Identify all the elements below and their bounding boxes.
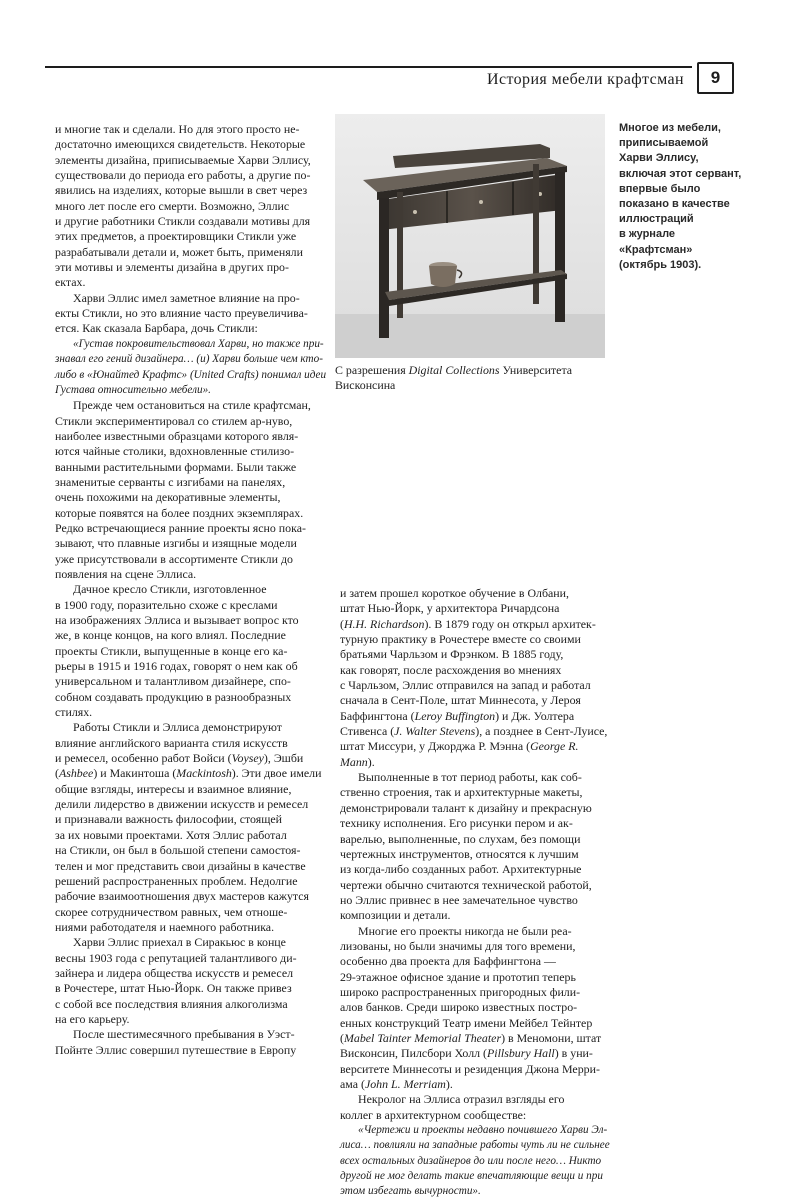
text-line: Редко встречающиеся ранние проекты ясно пока- — [55, 520, 306, 535]
text-line: же, в конце концов, на кого влиял. Последние — [55, 628, 286, 643]
leg-front-left — [379, 198, 389, 338]
text-line: разрабатывали детали и, может быть, применяли — [55, 244, 303, 259]
text-line: технику исполнения. Его рисунки пером и ак- — [340, 816, 573, 831]
text-line: Стивенса (J. Walter Stevens), а позднее в Сент-Луисе, — [340, 724, 608, 739]
text-line: ственно строения, так и архитектурные макеты, — [340, 785, 583, 800]
text-line: Mann). — [340, 754, 375, 769]
text-line: с Чарльзом, Эллис отправился на запад и работал — [340, 678, 591, 693]
caption-line: показано в качестве — [619, 198, 730, 211]
text-line: этих предметов, а проектировщики Стикли уже — [55, 229, 297, 244]
header-rule — [45, 66, 692, 68]
text-line: решений распространенных проблем. Недолгие — [55, 873, 298, 888]
text-line: коллег в архитектурном сообществе: — [340, 1107, 527, 1122]
left-text-column — [55, 122, 327, 1058]
text-line: Работы Стикли и Эллиса демонстрируют — [73, 720, 282, 735]
text-line: (H.H. Richardson). В 1879 году он открыл архитек- — [340, 616, 596, 631]
text-line: енных конструкций Театр имени Мейбел Тейнтер — [340, 1015, 593, 1030]
text-line: и другие работники Стикли создавали мотивы для — [55, 214, 311, 229]
caption-line: «Крафтсман» — [619, 243, 693, 256]
text-line: собном создавать продукцию в разнообразных — [55, 689, 292, 704]
text-line: общие взгляды, интересы и взаимное влияние, — [55, 781, 292, 796]
text-line: Выполненные в тот период работы, как соб- — [358, 770, 582, 785]
quote-line: либо в «Юнайтед Крафтс» (United Crafts) понимал идеи — [55, 368, 327, 381]
page-number-box — [697, 62, 734, 94]
text-line: рабочие взаимоотношения двух мастеров кажутся — [55, 889, 310, 904]
page-number: 9 — [710, 68, 721, 87]
text-line: турную практику в Рочестере вместе со своими — [340, 632, 581, 647]
quote-line: Густава относительно мебели». — [55, 383, 211, 396]
text-line: рьеры в 1915 и 1916 годах, говорят о нем как об — [55, 659, 298, 674]
text-line: телен и мог представить свои дизайны в качестве — [55, 858, 306, 873]
text-line: ама (John L. Merriam). — [340, 1077, 453, 1091]
text-line: но Эллис привнес в нее замечательное чувство — [340, 892, 578, 907]
text-line: делили лидерство в движении искусств и ремесел — [55, 797, 309, 812]
text-line: ется. Как сказала Барбара, дочь Стикли: — [55, 321, 258, 336]
text-line: чертежных инструментов, относятся к лучшим — [340, 846, 579, 861]
text-line: штат Нью-Йорк, у архитектора Ричардсона — [340, 601, 560, 616]
text-line: много лет после его смерти. Возможно, Эллис — [55, 198, 290, 213]
text-line: эти мотивы и элементы дизайна в других про- — [55, 260, 289, 275]
sidebar-caption — [619, 121, 787, 273]
right-text-column — [340, 586, 610, 1200]
text-line: (Mabel Tainter Memorial Theater) в Меномони, штат — [340, 1030, 602, 1045]
text-line: ванными растительными формами. Были также — [55, 459, 297, 474]
text-line: и затем прошел короткое обучение в Олбани, — [340, 586, 569, 600]
text-line: наиболее известными образцами которого явля- — [55, 428, 299, 443]
leg-front-right — [555, 172, 565, 322]
caption-line: в журнале — [619, 228, 676, 241]
text-line: и ремесел, особенно работ Войси (Voysey), Эшби — [55, 751, 304, 766]
text-line: 29-этажное офисное здание и прототип теперь — [340, 969, 576, 984]
quote-line: «Густав покровительствовал Харви, но также при- — [73, 337, 324, 350]
drawer-pull-2 — [479, 200, 483, 204]
text-line: Висконсин, Пилсбори Холл (Pillsbury Hall) в уни- — [340, 1046, 593, 1061]
text-line: лизованы, но были значимы для того времени, — [340, 938, 576, 953]
text-line: очень похожими на декоративные элементы, — [55, 490, 281, 505]
text-line: проекты Стикли, выпущенные в конце его ка- — [55, 643, 288, 658]
text-line: универсальном и талантливом дизайнере, спо- — [55, 674, 291, 689]
text-line: за их новыми проектами. Хотя Эллис работал — [55, 827, 287, 842]
text-line: ектах. — [55, 275, 86, 290]
caption-line: приписываемой — [619, 137, 709, 150]
text-line: После шестимесячного пребывания в Уэст- — [73, 1027, 295, 1042]
drawer-pull-1 — [413, 210, 417, 214]
text-line: в Рочестере, штат Нью-Йорк. Он также привез — [55, 981, 292, 996]
caption-line: (октябрь 1903). — [619, 258, 702, 271]
caption-line: Харви Эллису, — [619, 152, 699, 165]
quote-line: «Чертежи и проекты недавно почившего Харви Эл- — [358, 1124, 608, 1137]
text-line: уже присутствовали в ассортименте Стикли до — [55, 551, 293, 566]
text-line: появления на сцене Эллиса. — [55, 566, 197, 581]
running-header-title: История мебели крафтсман — [487, 71, 684, 88]
text-line: и многие так и сделали. Но для этого просто не- — [55, 122, 300, 136]
text-line: широко распространенных пригородных фили- — [340, 984, 581, 999]
quote-line: лиса… повлияли на западные работы чуть ли не сильнее — [340, 1139, 610, 1152]
text-line: весны 1903 года с репутацией талантливого ди- — [55, 950, 297, 965]
text-line: скорее сотрудничеством равных, чем отноше- — [55, 904, 288, 919]
text-line: зайнера и лидера общества искусств и ремесел — [55, 965, 294, 980]
text-line: Некролог на Эллиса отразил взгляды его — [358, 1092, 565, 1107]
text-line: верситете Миннесоты и резиденция Джона Мерри- — [340, 1061, 600, 1076]
caption-line: иллюстраций — [619, 213, 694, 226]
sideboard-photo — [335, 114, 605, 358]
text-line: Многие его проекты никогда не были реа- — [358, 923, 572, 938]
text-line: ниями работодателя и наемного работника. — [55, 919, 275, 934]
text-line: композиции и детали. — [340, 908, 451, 923]
quote-line: другой не мог делать такие впечатляющие вещи и при — [340, 1170, 603, 1183]
text-line: Прежде чем остановиться на стиле крафтсман, — [73, 398, 311, 413]
text-line: влияние английского варианта стиля искусств — [55, 735, 288, 750]
figure-credit: С разрешения Digital Collections Университета Висконсина — [335, 363, 573, 392]
text-line: которые появятся на более поздних экземплярах. — [55, 505, 304, 520]
text-line: из когда-либо созданных работ. Архитектурные — [340, 862, 582, 877]
text-line: демонстрировали талант к дизайну и прекрасную — [340, 800, 592, 815]
text-line: Пойнте Эллис совершил путешествие в Европу — [55, 1042, 297, 1057]
text-line: Баффингтона (Leroy Buffington) и Дж. Уолтера — [340, 708, 575, 723]
text-line: как говорят, после расхождения во мнениях — [340, 662, 562, 677]
text-line: и признавали важность философии, стоящей — [55, 812, 283, 827]
pot-body — [429, 266, 457, 287]
caption-line: Многое из мебели, — [619, 122, 721, 134]
text-line: на изображениях Эллиса и вызывает вопрос кто — [55, 613, 299, 627]
text-line: с собой все последствия влияния алкоголизма — [55, 996, 288, 1011]
caption-line: включая этот сервант, — [619, 167, 742, 180]
text-line: Дачное кресло Стикли, изготовленное — [73, 582, 267, 597]
quote-line: всех остальных дизайнеров до или после него… Никто — [340, 1154, 602, 1167]
text-line: алов банков. Среди широко известных постро- — [340, 1000, 578, 1015]
text-line: элементы дизайна, приписываемые Харви Эллису, — [55, 152, 311, 167]
text-line: особенно два проекта для Баффингтона — — [340, 954, 556, 969]
text-line: штат Миссури, у Джорджа Р. Мэнна (George R. — [340, 739, 579, 754]
text-line: в 1900 году, поразительно схоже с креслами — [55, 597, 278, 612]
text-line: знаменитые серванты с изгибами на панелях, — [55, 474, 286, 489]
text-line: ются чайные столики, вдохновленные стилизо- — [55, 444, 295, 459]
text-line: стилях. — [55, 705, 93, 720]
text-line: на его карьеру. — [55, 1011, 130, 1026]
text-line: достаточно имеющихся свидетельств. Некоторые — [55, 137, 306, 152]
quote-line: знавал его гений дизайнера… (и) Харви больше чем кто- — [55, 353, 323, 366]
text-line: екты Стикли, но это влияние часто преувеличива- — [55, 306, 308, 321]
text-line: (Ashbee) и Макинтоша (Mackintosh). Эти двое имели — [55, 766, 322, 781]
text-line: Харви Эллис имел заметное влияние на про- — [73, 290, 300, 305]
text-line: Харви Эллис приехал в Сиракьюс в конце — [73, 935, 286, 950]
text-line: варелью, выполненные, по слухам, без помощи — [340, 831, 581, 846]
text-line: сначала в Сент-Поле, штат Миннесота, у Лероя — [340, 693, 581, 708]
text-line: явились на изделиях, которые вышли в свет через — [55, 183, 308, 198]
text-line: на Стикли, он был в большой степени самостоя- — [55, 843, 301, 858]
text-line: братьями Чарльзом и Фрэнком. В 1885 году, — [340, 647, 564, 662]
text-line: чертежи обычно считаются технической работой, — [340, 877, 592, 892]
text-line: зывают, что плавные изгибы и изящные модели — [55, 536, 297, 551]
quote-line: этом избегать вычурности». — [340, 1185, 481, 1198]
caption-line: впервые было — [619, 182, 701, 195]
text-line: Стикли экспериментировал со стилем ар-нуво, — [55, 413, 293, 428]
text-line: существовали до периода его работы, а другие по- — [55, 168, 311, 183]
